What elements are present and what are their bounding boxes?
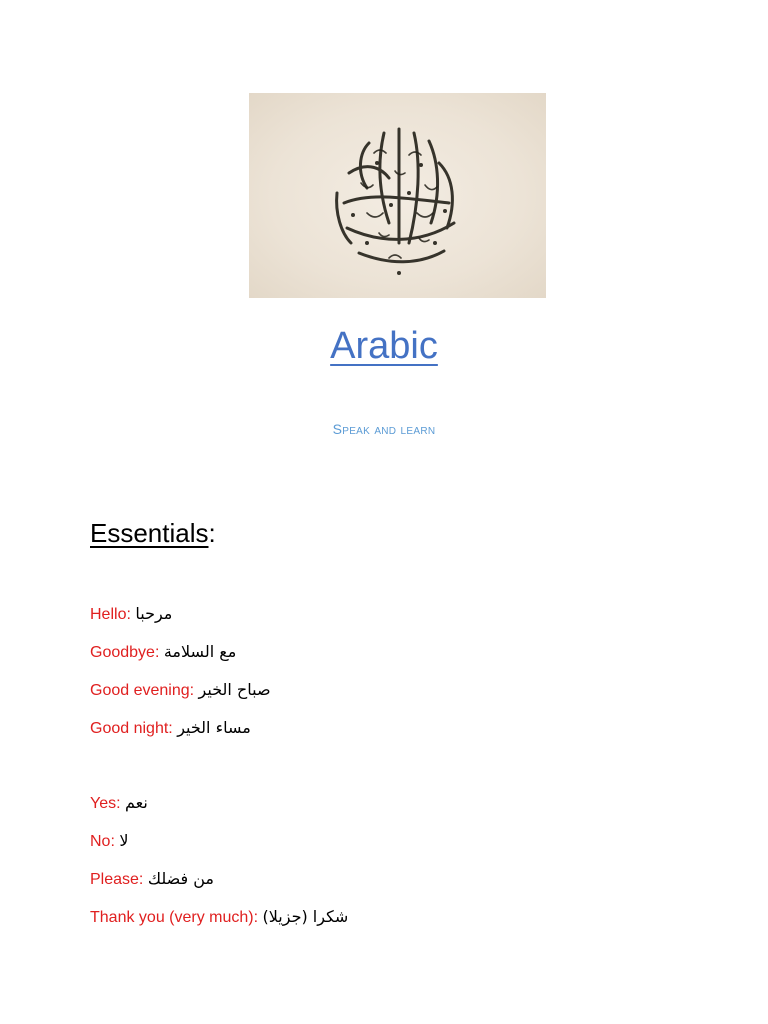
phrase-arabic: من فضلك bbox=[147, 869, 214, 888]
phrase-english: Yes: bbox=[90, 795, 121, 812]
page-title[interactable]: Arabic bbox=[330, 325, 438, 367]
phrase-arabic: لا bbox=[119, 831, 129, 850]
phrase-row bbox=[90, 679, 271, 702]
phrase-english: Thank you (very much): bbox=[90, 909, 259, 926]
page-subtitle: Speak and learn bbox=[332, 421, 436, 437]
phrase-english: Hello: bbox=[90, 606, 131, 623]
phrase-arabic: شكرا (جزيلا) bbox=[262, 907, 349, 926]
phrase-arabic: صباح الخير bbox=[198, 680, 271, 699]
phrase-row bbox=[90, 830, 128, 853]
phrase-arabic: مع السلامة bbox=[163, 642, 237, 661]
section-heading-colon: : bbox=[208, 518, 216, 548]
section-heading bbox=[90, 515, 216, 551]
phrase-row bbox=[90, 603, 172, 626]
phrase-row bbox=[90, 717, 251, 740]
calligraphy-image bbox=[249, 93, 546, 298]
phrase-row bbox=[90, 906, 348, 929]
phrase-arabic: مرحبا bbox=[135, 604, 173, 623]
phrase-english: Goodbye: bbox=[90, 644, 160, 661]
phrase-row bbox=[90, 792, 148, 815]
phrase-arabic: نعم bbox=[125, 793, 148, 812]
phrase-english: Good evening: bbox=[90, 682, 195, 699]
phrase-arabic: مساء الخير bbox=[177, 718, 251, 737]
calligraphy-roundel bbox=[249, 93, 546, 298]
phrase-english: Good night: bbox=[90, 720, 173, 737]
phrase-row bbox=[90, 641, 236, 664]
phrase-english: Please: bbox=[90, 871, 144, 888]
section-heading-text: Essentials bbox=[90, 518, 209, 548]
phrase-row bbox=[90, 868, 214, 891]
phrase-english: No: bbox=[90, 833, 115, 850]
